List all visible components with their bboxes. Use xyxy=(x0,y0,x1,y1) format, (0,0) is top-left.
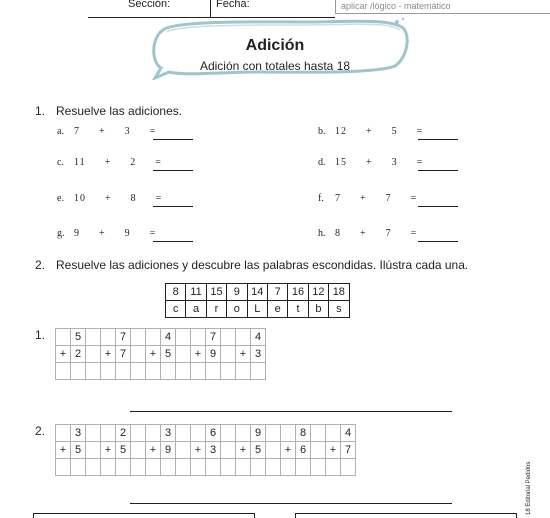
item-letter: b. xyxy=(318,126,326,137)
grid-digit: 4 xyxy=(251,329,266,346)
grid-digit: 6 xyxy=(206,425,221,442)
answer-cell[interactable] xyxy=(71,363,86,380)
item-expression: 11 + 2 = xyxy=(74,157,162,168)
word2-number: 2. xyxy=(35,424,46,438)
grid-cell xyxy=(86,346,101,363)
key-letter: o xyxy=(227,301,247,318)
exercise2-instruction: Resuelve las adiciones y descubre las palabras escondidas. Ilústra cada una. xyxy=(56,258,469,272)
key-letter: t xyxy=(288,301,308,318)
answer-cell[interactable] xyxy=(56,363,71,380)
answer-cell[interactable] xyxy=(146,363,161,380)
word1-number: 1. xyxy=(35,328,46,342)
item-expression: 12 + 5 = xyxy=(335,126,424,137)
key-number: 16 xyxy=(288,284,308,301)
code-key-table xyxy=(165,283,350,318)
answer-cell[interactable] xyxy=(281,459,296,476)
grid-cell xyxy=(221,363,236,380)
grid-cell xyxy=(176,346,191,363)
answer-blank[interactable] xyxy=(153,241,193,242)
item-letter: h. xyxy=(318,228,326,239)
answer-cell[interactable] xyxy=(146,459,161,476)
item-letter: g. xyxy=(57,228,65,239)
answer-blank[interactable] xyxy=(418,241,458,242)
grid-cell xyxy=(176,363,191,380)
grid-cell xyxy=(146,425,161,442)
exercise1-item-g xyxy=(57,228,207,244)
answer-cell[interactable] xyxy=(296,459,311,476)
grid-digit: 2 xyxy=(71,346,86,363)
grid-cell xyxy=(311,459,326,476)
answer-cell[interactable] xyxy=(101,459,116,476)
word1-answer-line[interactable] xyxy=(130,411,452,412)
grid-top-row xyxy=(56,329,266,346)
item-expression: 7 + 7 = xyxy=(335,193,418,204)
plus-sign: + xyxy=(236,442,251,459)
word1-addition-grid xyxy=(55,328,266,380)
side-publisher-note: 18 Editorial Pedidos xyxy=(526,461,532,515)
grid-answer-row xyxy=(56,363,266,380)
key-letter: s xyxy=(329,301,349,318)
exercise1-item-e xyxy=(57,193,207,209)
grid-digit: 4 xyxy=(341,425,356,442)
answer-cell[interactable] xyxy=(191,363,206,380)
key-number: 12 xyxy=(308,284,328,301)
key-letter: e xyxy=(267,301,287,318)
exercise2-number: 2. xyxy=(35,258,46,272)
exercise1-item-d xyxy=(318,157,468,173)
key-numbers-row xyxy=(166,284,350,301)
grid-cell xyxy=(56,425,71,442)
grid-cell xyxy=(311,442,326,459)
grid-cell xyxy=(86,459,101,476)
grid-digit: 5 xyxy=(116,442,131,459)
grid-cell xyxy=(176,425,191,442)
grid-cell xyxy=(86,442,101,459)
word2-answer-line[interactable] xyxy=(130,503,452,504)
exercise1-item-b xyxy=(318,126,468,142)
grid-digit: 7 xyxy=(116,329,131,346)
key-number: 14 xyxy=(247,284,267,301)
key-letter: r xyxy=(206,301,226,318)
key-letter: L xyxy=(247,301,267,318)
grid-middle-row xyxy=(56,442,356,459)
answer-cell[interactable] xyxy=(236,459,251,476)
grid-cell xyxy=(86,363,101,380)
grid-cell xyxy=(86,425,101,442)
section-label: Sección: xyxy=(128,0,171,10)
grid-digit: 5 xyxy=(251,442,266,459)
plus-sign: + xyxy=(101,442,116,459)
grid-digit: 8 xyxy=(296,425,311,442)
item-letter: d. xyxy=(318,157,326,168)
grid-cell xyxy=(221,346,236,363)
grid-cell xyxy=(131,442,146,459)
answer-blank[interactable] xyxy=(418,170,458,171)
plus-sign: + xyxy=(281,442,296,459)
answer-cell[interactable] xyxy=(116,363,131,380)
grid-cell xyxy=(101,425,116,442)
answer-cell[interactable] xyxy=(206,363,221,380)
grid-digit: 9 xyxy=(251,425,266,442)
answer-cell[interactable] xyxy=(206,459,221,476)
answer-cell[interactable] xyxy=(161,363,176,380)
grid-cell xyxy=(176,442,191,459)
grid-cell xyxy=(176,459,191,476)
date-label: Fecha: xyxy=(216,0,250,10)
grid-cell xyxy=(236,425,251,442)
grid-cell xyxy=(326,425,341,442)
item-letter: e. xyxy=(57,193,64,204)
word2-addition-grid xyxy=(55,424,356,476)
item-expression: 7 + 3 = xyxy=(74,126,157,137)
grid-cell xyxy=(131,363,146,380)
grid-cell xyxy=(221,459,236,476)
grid-digit: 3 xyxy=(206,442,221,459)
grid-digit: 7 xyxy=(116,346,131,363)
item-letter: f. xyxy=(318,193,324,204)
grid-cell xyxy=(131,459,146,476)
grid-digit: 3 xyxy=(71,425,86,442)
grid-cell xyxy=(101,329,116,346)
grid-cell xyxy=(86,329,101,346)
answer-cell[interactable] xyxy=(251,459,266,476)
plus-sign: + xyxy=(191,442,206,459)
page-title: Adición xyxy=(245,37,305,54)
key-letter: b xyxy=(308,301,328,318)
key-number: 15 xyxy=(206,284,226,301)
grid-cell xyxy=(221,425,236,442)
grid-answer-row xyxy=(56,459,356,476)
key-number: 8 xyxy=(166,284,186,301)
plus-sign: + xyxy=(326,442,341,459)
plus-sign: + xyxy=(56,442,71,459)
exercise1-item-c xyxy=(57,157,207,173)
key-number: 7 xyxy=(267,284,287,301)
answer-cell[interactable] xyxy=(56,459,71,476)
grid-cell xyxy=(311,425,326,442)
grid-top-row xyxy=(56,425,356,442)
answer-cell[interactable] xyxy=(161,459,176,476)
answer-blank[interactable] xyxy=(153,139,193,140)
illustration-box-2[interactable] xyxy=(295,513,517,518)
exercise1-item-f xyxy=(318,193,468,209)
grid-cell xyxy=(266,459,281,476)
grid-digit: 7 xyxy=(341,442,356,459)
grid-cell xyxy=(236,329,251,346)
grid-cell xyxy=(281,425,296,442)
exercise1-item-h xyxy=(318,228,468,244)
item-expression: 9 + 9 = xyxy=(74,228,157,239)
page-subtitle: Adición con totales hasta 18 xyxy=(199,59,351,73)
answer-blank[interactable] xyxy=(418,139,458,140)
grid-cell xyxy=(56,329,71,346)
plus-sign: + xyxy=(146,442,161,459)
illustration-box-1[interactable] xyxy=(33,513,255,518)
grid-digit: 6 xyxy=(296,442,311,459)
answer-cell[interactable] xyxy=(191,459,206,476)
grid-cell xyxy=(191,329,206,346)
plus-sign: + xyxy=(191,346,206,363)
grid-cell xyxy=(266,442,281,459)
answer-cell[interactable] xyxy=(326,459,341,476)
grid-digit: 2 xyxy=(116,425,131,442)
key-number: 11 xyxy=(186,284,206,301)
exercise1-instruction: Resuelve las adiciones. xyxy=(56,104,183,118)
answer-cell[interactable] xyxy=(251,363,266,380)
grid-cell xyxy=(131,329,146,346)
item-letter: a. xyxy=(57,126,64,137)
grid-middle-row xyxy=(56,346,266,363)
exercise1-number: 1. xyxy=(35,104,46,118)
grid-cell xyxy=(191,425,206,442)
grid-digit: 3 xyxy=(251,346,266,363)
answer-cell[interactable] xyxy=(101,363,116,380)
grid-digit: 9 xyxy=(161,442,176,459)
answer-cell[interactable] xyxy=(236,363,251,380)
key-letter: a xyxy=(186,301,206,318)
item-expression: 15 + 3 = xyxy=(335,157,424,168)
grid-cell xyxy=(131,425,146,442)
answer-blank[interactable] xyxy=(418,206,458,207)
answer-blank[interactable] xyxy=(153,206,193,207)
item-expression: 10 + 8 = xyxy=(74,193,163,204)
grid-digit: 7 xyxy=(206,329,221,346)
plus-sign: + xyxy=(146,346,161,363)
grid-cell xyxy=(131,346,146,363)
grid-digit: 3 xyxy=(161,425,176,442)
grid-cell xyxy=(266,425,281,442)
grid-digit: 5 xyxy=(161,346,176,363)
skill-text: aplicar /lógico - matemático xyxy=(341,1,451,11)
answer-cell[interactable] xyxy=(341,459,356,476)
grid-digit: 5 xyxy=(71,442,86,459)
grid-digit: 4 xyxy=(161,329,176,346)
plus-sign: + xyxy=(101,346,116,363)
answer-blank[interactable] xyxy=(153,170,193,171)
answer-cell[interactable] xyxy=(71,459,86,476)
plus-sign: + xyxy=(236,346,251,363)
key-letters-row xyxy=(166,301,350,318)
answer-cell[interactable] xyxy=(116,459,131,476)
item-expression: 8 + 7 = xyxy=(335,228,418,239)
grid-cell xyxy=(221,329,236,346)
plus-sign: + xyxy=(56,346,71,363)
exercise1-item-a xyxy=(57,126,207,142)
grid-digit: 9 xyxy=(206,346,221,363)
item-letter: c. xyxy=(57,157,64,168)
key-number: 18 xyxy=(329,284,349,301)
grid-digit: 5 xyxy=(71,329,86,346)
grid-cell xyxy=(146,329,161,346)
grid-cell xyxy=(221,442,236,459)
grid-cell xyxy=(176,329,191,346)
key-number: 9 xyxy=(227,284,247,301)
key-letter: c xyxy=(166,301,186,318)
